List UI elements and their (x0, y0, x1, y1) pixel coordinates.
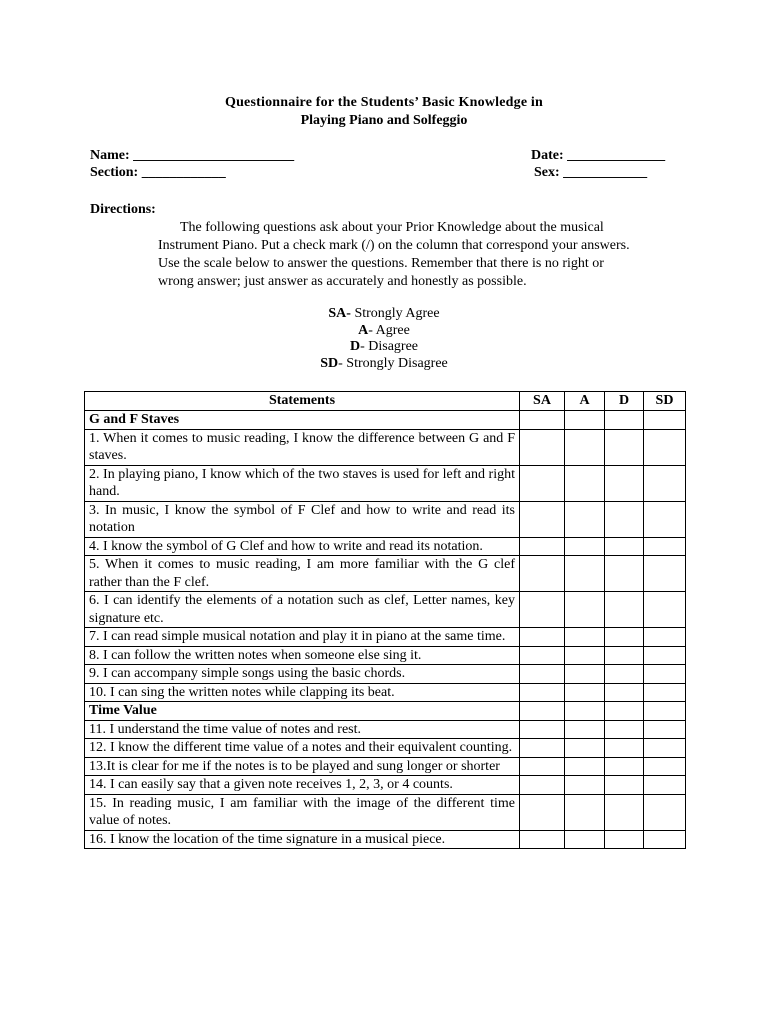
check-cell-a[interactable] (565, 592, 605, 628)
check-cell-d[interactable] (605, 830, 644, 849)
header-a: A (565, 392, 605, 411)
check-cell-a (565, 411, 605, 430)
check-cell-sd[interactable] (644, 683, 686, 702)
check-cell-d[interactable] (605, 429, 644, 465)
check-cell-sd[interactable] (644, 465, 686, 501)
check-cell-d[interactable] (605, 683, 644, 702)
statement-text: 16. I know the location of the time signature in a musical piece. (85, 830, 520, 849)
header-statements: Statements (85, 392, 520, 411)
directions-line: Use the scale below to answer the questions. Remember that there is no right or (158, 256, 604, 271)
scale-item-sd: SD- Strongly Disagree (320, 355, 448, 371)
scale-item-d: D- Disagree (349, 339, 419, 354)
check-cell-d (605, 702, 644, 721)
section-row (85, 411, 686, 430)
table-row (85, 776, 686, 795)
header-sd: SD (644, 392, 686, 411)
check-cell-sa[interactable] (520, 739, 565, 758)
directions-line: Instrument Piano. Put a check mark (/) on the column that correspond your answers. (158, 238, 630, 253)
statement-text: 1. When it comes to music reading, I know the difference between G and F staves. (85, 429, 520, 465)
table-row (85, 683, 686, 702)
check-cell-a[interactable] (565, 776, 605, 795)
check-cell-sa[interactable] (520, 776, 565, 795)
statement-text: 6. I can identify the elements of a notation such as clef, Letter names, key signature etc. (85, 592, 520, 628)
table-row (85, 720, 686, 739)
table-row (85, 429, 686, 465)
check-cell-a[interactable] (565, 739, 605, 758)
directions-line: wrong answer; just answer as accurately and honestly as possible. (158, 274, 527, 289)
table-row (85, 556, 686, 592)
check-cell-sd[interactable] (644, 628, 686, 647)
check-cell-d[interactable] (605, 592, 644, 628)
check-cell-sa[interactable] (520, 537, 565, 556)
check-cell-d[interactable] (605, 556, 644, 592)
check-cell-sa[interactable] (520, 628, 565, 647)
check-cell-sa[interactable] (520, 720, 565, 739)
check-cell-sd[interactable] (644, 537, 686, 556)
check-cell-sd[interactable] (644, 739, 686, 758)
check-cell-d[interactable] (605, 537, 644, 556)
title-line-1: Questionnaire for the Students’ Basic Knowledge in (224, 95, 544, 110)
check-cell-d[interactable] (605, 794, 644, 830)
statement-text: 7. I can read simple musical notation and play it in piano at the same time. (85, 628, 520, 647)
statement-text: 15. In reading music, I am familiar with the image of the different time value of notes. (85, 794, 520, 830)
check-cell-sa (520, 702, 565, 721)
check-cell-sa[interactable] (520, 592, 565, 628)
date-field[interactable]: Date: ______________ (531, 148, 666, 163)
check-cell-a[interactable] (565, 556, 605, 592)
table-header-row (85, 392, 686, 411)
check-cell-sd[interactable] (644, 646, 686, 665)
check-cell-a[interactable] (565, 720, 605, 739)
check-cell-sd[interactable] (644, 556, 686, 592)
check-cell-d[interactable] (605, 628, 644, 647)
check-cell-d[interactable] (605, 720, 644, 739)
check-cell-a[interactable] (565, 628, 605, 647)
section-heading: Time Value (85, 702, 520, 721)
check-cell-sa[interactable] (520, 757, 565, 776)
statement-text: 10. I can sing the written notes while clapping its beat. (85, 683, 520, 702)
table-row (85, 628, 686, 647)
check-cell-a[interactable] (565, 429, 605, 465)
check-cell-sd[interactable] (644, 501, 686, 537)
check-cell-sa[interactable] (520, 465, 565, 501)
check-cell-sd (644, 702, 686, 721)
rating-scale (0, 306, 768, 372)
check-cell-sa (520, 411, 565, 430)
check-cell-sa[interactable] (520, 429, 565, 465)
check-cell-d[interactable] (605, 665, 644, 684)
check-cell-sd[interactable] (644, 794, 686, 830)
statement-text: 4. I know the symbol of G Clef and how to write and read its notation. (85, 537, 520, 556)
check-cell-sd[interactable] (644, 776, 686, 795)
scale-item-sa: SA- Strongly Agree (328, 306, 440, 321)
check-cell-a[interactable] (565, 537, 605, 556)
table-body (85, 411, 686, 849)
statement-text: 5. When it comes to music reading, I am more familiar with the G clef rather than the F clef. (85, 556, 520, 592)
check-cell-sa[interactable] (520, 683, 565, 702)
check-cell-sd (644, 411, 686, 430)
check-cell-a[interactable] (565, 683, 605, 702)
check-cell-sa[interactable] (520, 501, 565, 537)
statement-text: 3. In music, I know the symbol of F Clef and how to write and read its notation (85, 501, 520, 537)
statement-text: 8. I can follow the written notes when someone else sing it. (85, 646, 520, 665)
check-cell-d[interactable] (605, 646, 644, 665)
title-line-2: Playing Piano and Solfeggio (300, 113, 468, 128)
check-cell-sd[interactable] (644, 592, 686, 628)
check-cell-sa[interactable] (520, 830, 565, 849)
check-cell-a[interactable] (565, 465, 605, 501)
check-cell-sd[interactable] (644, 830, 686, 849)
check-cell-a[interactable] (565, 665, 605, 684)
statement-text: 14. I can easily say that a given note receives 1, 2, 3, or 4 counts. (85, 776, 520, 795)
check-cell-sd[interactable] (644, 757, 686, 776)
check-cell-sd[interactable] (644, 665, 686, 684)
check-cell-sa[interactable] (520, 794, 565, 830)
check-cell-d[interactable] (605, 465, 644, 501)
check-cell-a[interactable] (565, 830, 605, 849)
section-row (85, 702, 686, 721)
header-sa: SA (520, 392, 565, 411)
check-cell-d[interactable] (605, 739, 644, 758)
scale-item-a: A- Agree (358, 322, 410, 338)
check-cell-d[interactable] (605, 757, 644, 776)
check-cell-d[interactable] (605, 776, 644, 795)
statement-text: 2. In playing piano, I know which of the two staves is used for left and right hand. (85, 465, 520, 501)
directions-line: The following questions ask about your Prior Knowledge about the musical (180, 220, 604, 235)
check-cell-a[interactable] (565, 646, 605, 665)
check-cell-d (605, 411, 644, 430)
section-heading: G and F Staves (85, 411, 520, 430)
table-row (85, 501, 686, 537)
check-cell-sa[interactable] (520, 646, 565, 665)
sex-field[interactable]: Sex: ____________ (534, 165, 648, 180)
table-row (85, 537, 686, 556)
table-row (85, 465, 686, 501)
directions-text (158, 219, 698, 291)
statement-text: 12. I know the different time value of a notes and their equivalent counting. (85, 739, 520, 758)
check-cell-a[interactable] (565, 757, 605, 776)
table-row (85, 757, 686, 776)
table-row (85, 646, 686, 665)
table-row (85, 739, 686, 758)
table-row (85, 665, 686, 684)
check-cell-sa[interactable] (520, 665, 565, 684)
table-row (85, 830, 686, 849)
directions-label: Directions: (90, 202, 156, 217)
statement-text: 9. I can accompany simple songs using the basic chords. (85, 665, 520, 684)
check-cell-a (565, 702, 605, 721)
check-cell-a[interactable] (565, 794, 605, 830)
section-field[interactable]: Section: ____________ (90, 165, 226, 180)
check-cell-sd[interactable] (644, 720, 686, 739)
check-cell-a[interactable] (565, 501, 605, 537)
statement-text: 13.It is clear for me if the notes is to be played and sung longer or shorter (85, 757, 520, 776)
check-cell-sa[interactable] (520, 556, 565, 592)
name-field[interactable]: Name: _______________________ (90, 148, 295, 163)
table-row (85, 794, 686, 830)
check-cell-d[interactable] (605, 501, 644, 537)
questionnaire-table (84, 391, 686, 849)
header-d: D (605, 392, 644, 411)
table-row (85, 592, 686, 628)
statement-text: 11. I understand the time value of notes and rest. (85, 720, 520, 739)
check-cell-sd[interactable] (644, 429, 686, 465)
